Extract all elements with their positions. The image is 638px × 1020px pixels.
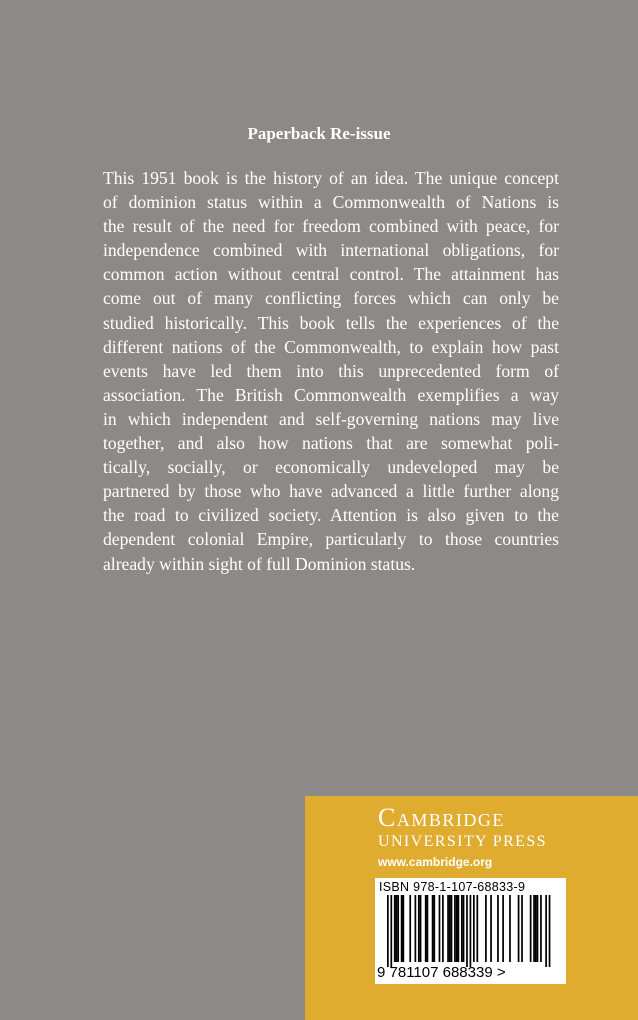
barcode-bar <box>456 895 458 962</box>
barcode-bar <box>537 895 539 962</box>
barcode-bar <box>463 895 465 962</box>
blurb-line: independence combined with international obligations, for <box>103 240 559 261</box>
barcode-bar <box>535 895 537 962</box>
barcode-bar <box>451 895 453 962</box>
blurb-line: together, and also how nations that are somewhat poli- <box>103 433 559 454</box>
barcode-panel <box>375 878 566 984</box>
barcode-bar <box>449 895 451 962</box>
blurb-line: partnered by those who have advanced a little further along <box>103 481 559 502</box>
blurb-line: events have led them into this unprecedented form of <box>103 360 559 381</box>
blurb-line: of dominion status within a Commonwealth of Nations is <box>103 192 559 213</box>
series-label: Paperback Re-issue <box>247 124 391 143</box>
barcode-bar <box>402 895 404 962</box>
barcode-bar <box>518 895 520 962</box>
barcode-bar <box>390 895 392 967</box>
barcode-bar <box>490 895 492 962</box>
publisher-logo-subtitle: UNIVERSITY PRESS <box>378 833 547 850</box>
barcode-bar <box>433 895 435 962</box>
barcode-bar <box>476 895 478 962</box>
barcode-bar <box>540 895 542 962</box>
blurb-line: association. The British Commonwealth exemplifies a way <box>103 384 559 405</box>
blurb-text <box>103 166 559 576</box>
blurb-line: in which independent and self-governing nations may live <box>103 408 559 429</box>
barcode-bar <box>432 895 434 962</box>
isbn-label: ISBN 978-1-107-68833-9 <box>379 880 526 894</box>
barcode-bar <box>420 895 422 962</box>
barcode-icon <box>375 895 566 967</box>
barcode-bar <box>447 895 449 962</box>
blurb-line: come out of many conflicting forces which can only be <box>103 288 559 309</box>
blurb-line: This 1951 book is the history of an idea. The unique concept <box>103 168 559 188</box>
barcode-bar <box>439 895 441 962</box>
blurb-line: common action without central control. The attainment has <box>103 264 559 285</box>
barcode-bar <box>509 895 511 962</box>
barcode-bar <box>454 895 456 962</box>
barcode-bar <box>497 895 499 962</box>
barcode-bar <box>530 895 532 962</box>
barcode-bar <box>473 895 475 962</box>
blurb-line: different nations of the Commonwealth, to explain how past <box>103 336 559 357</box>
barcode-bar <box>533 895 535 962</box>
barcode-bar <box>397 895 399 962</box>
barcode-bar <box>466 895 468 967</box>
barcode-bar <box>415 895 417 962</box>
barcode-bar <box>394 895 396 962</box>
blurb-line: the road to civilized society. Attention is also given to the <box>103 505 559 526</box>
barcode-bar <box>401 895 403 962</box>
barcode-bar <box>549 895 551 967</box>
barcode-bar <box>427 895 429 962</box>
barcode-bar <box>425 895 427 962</box>
blurb-line: tically, socially, or economically undeveloped may be <box>103 457 559 478</box>
publisher-panel <box>305 796 638 1020</box>
barcode-bar <box>458 895 460 962</box>
publisher-url: www.cambridge.org <box>378 855 493 869</box>
barcode-bar <box>396 895 398 962</box>
barcode-bar <box>418 895 420 962</box>
barcode-bar <box>502 895 504 962</box>
barcode-bar <box>442 895 444 962</box>
blurb-line: the result of the need for freedom combined with peace, for <box>103 216 559 237</box>
blurb-line: already within sight of full Dominion status. <box>103 553 416 574</box>
barcode-bar <box>470 895 472 967</box>
blurb-line: dependent colonial Empire, particularly to those countries <box>103 529 559 550</box>
barcode-bar <box>387 895 389 967</box>
blurb-line: studied historically. This book tells the experiences of the <box>103 312 559 333</box>
publisher-logo-name: Cambridge <box>378 803 505 832</box>
ean-digits: 9 781107 688339 > <box>377 964 506 981</box>
barcode-bar <box>485 895 487 962</box>
barcode-bar <box>461 895 463 962</box>
barcode-bar <box>545 895 547 967</box>
barcode-bar <box>409 895 411 962</box>
barcode-bar <box>521 895 523 962</box>
